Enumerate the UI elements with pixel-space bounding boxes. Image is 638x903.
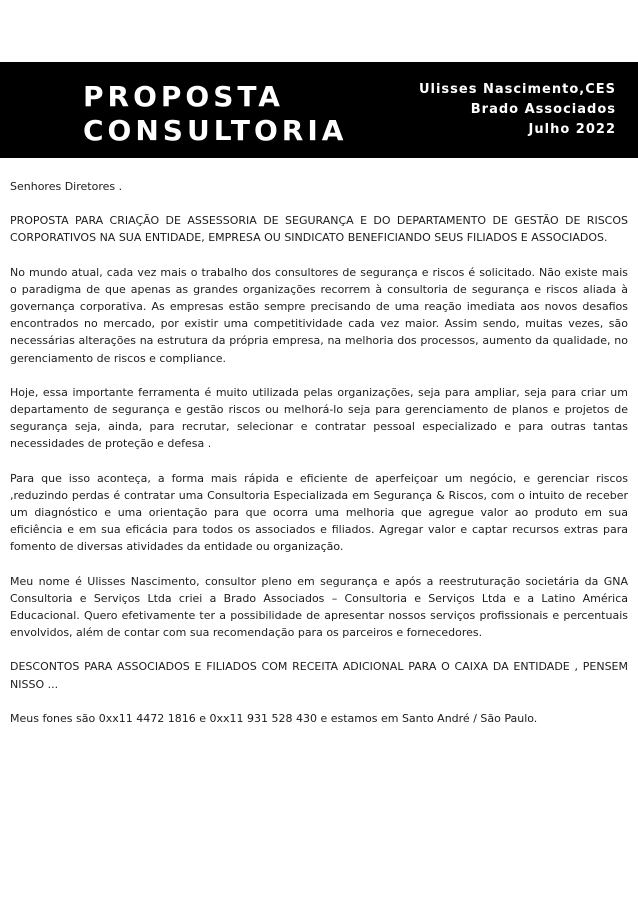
- contact-info: Meus fones são 0xx11 4472 1816 e 0xx11 931 528 430 e estamos em Santo André / São Paulo.: [10, 711, 538, 725]
- header-banner: [0, 62, 638, 158]
- paragraph-3: Para que isso aconteça, a forma mais rápida e eficiente de aperfeiçoar um negócio, e gerenciar riscos ,reduzindo perdas é contratar uma Consultoria Especializada em Segurança & Riscos, com o intuito de receber um diagnóstico e uma orientação para que ocorra uma melhoria que agregue valor ao produto em sua eficiência e em sua eficácia para todos os associados e filiados. Agregar valor e captar recursos extras para fomento de diversas atividades da entidade ou organização.: [10, 471, 628, 554]
- paragraph-4: Meu nome é Ulisses Nascimento, consultor pleno em segurança e após a reestruturação societária da GNA Consultoria e Serviços Ltda criei a Brado Associados – Consultoria e Serviços Ltda e a Latino América Educacional. Quero efetivamente ter a possibilidade de apresentar nossos serviços profissionais e percentuais envolvidos, além de contar com sua recomendação para os parceiros e fornecedores.: [10, 574, 628, 640]
- subject-heading: PROPOSTA PARA CRIAÇÃO DE ASSESSORIA DE SEGURANÇA E DO DEPARTAMENTO DE GESTÃO DE RISCOS CORPORATIVOS NA SUA ENTIDADE, EMPRESA OU SINDICATO BENEFICIANDO SEUS FILIADOS E ASSOCIADOS.: [10, 214, 628, 245]
- paragraph-1: No mundo atual, cada vez mais o trabalho dos consultores de segurança e riscos é solicitado. Não existe mais o paradigma de que apenas as grandes organizações recorrem à consultoria de segurança e riscos aliada à governança corporativa. As empresas estão sempre precisando de uma reação imediata aos novos desafios encontrados no mercado, por existir uma competitividade cada vez maior. Assim sendo, muitas vezes, são necessárias alterações na estrutura da própria empresa, na melhoria dos processos, aumento da qualidade, no gerenciamento de riscos e compliance.: [10, 265, 628, 365]
- document-date: Julho 2022: [528, 122, 616, 137]
- greeting: Senhores Diretores .: [10, 180, 123, 193]
- header-meta: [419, 80, 616, 140]
- author-name: Ulisses Nascimento,CES: [418, 82, 616, 97]
- discount-notice: DESCONTOS PARA ASSOCIADOS E FILIADOS COM RECEITA ADICIONAL PARA O CAIXA DA ENTIDADE , PENSEM NISSO ...: [10, 660, 628, 691]
- company-name: Brado Associados: [470, 102, 616, 117]
- document-body: [10, 178, 628, 727]
- paragraph-2: Hoje, essa importante ferramenta é muito utilizada pelas organizações, seja para ampliar, seja para criar um departamento de segurança e gestão riscos ou melhorá-lo seja para gerenciamento de planos e projetos de segurança seja, ainda, para recrutar, selecionar e contratar pessoal especializado e para outras tantas necessidades de proteção e defesa .: [10, 385, 628, 451]
- title-line-2: CONSULTORIA: [83, 114, 348, 147]
- page-title: [83, 80, 347, 148]
- title-line-1: PROPOSTA: [83, 80, 284, 113]
